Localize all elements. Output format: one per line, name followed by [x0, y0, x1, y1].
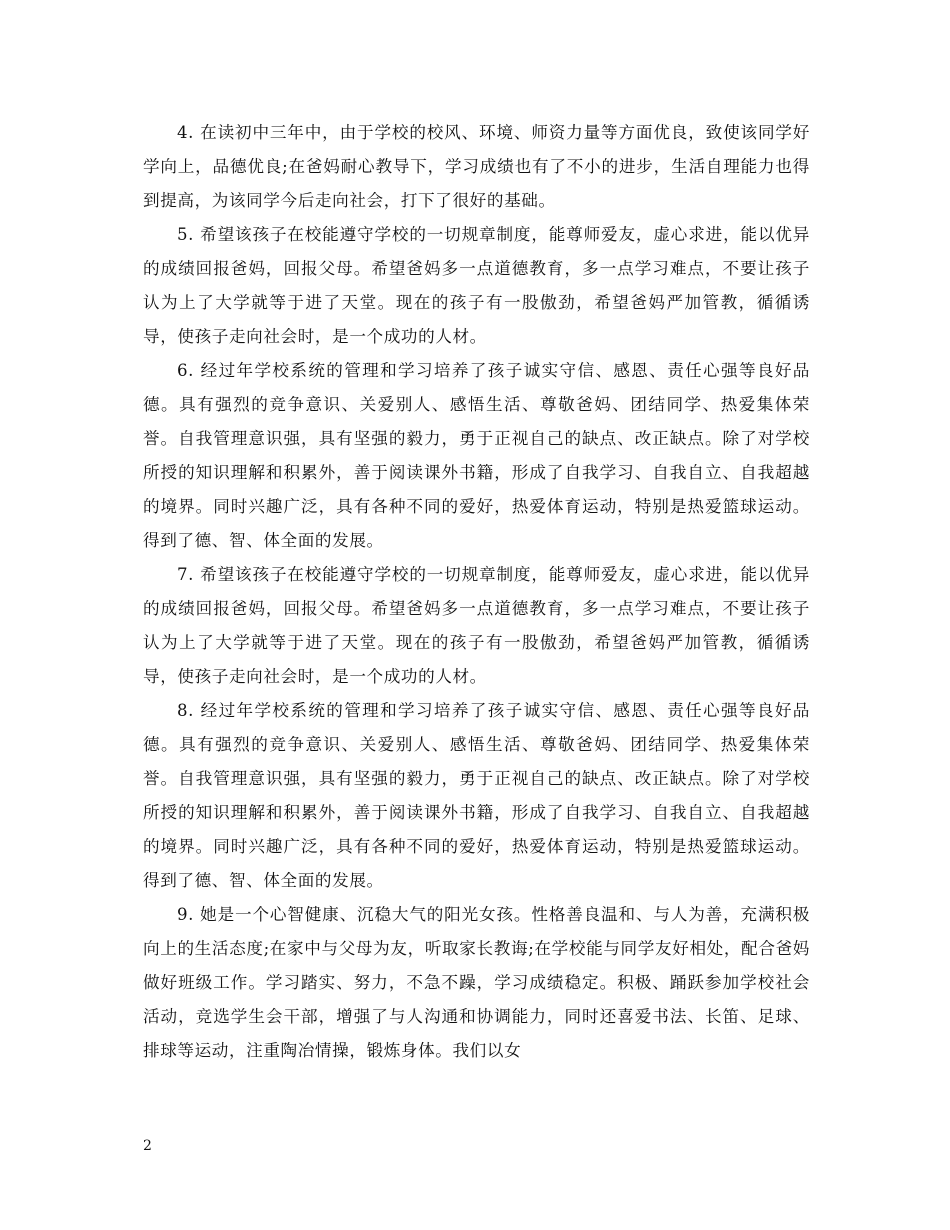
paragraph-9: 9. 她是一个心智健康、沉稳大气的阳光女孩。性格善良温和、与人为善，充满积极向上的生活态度;在家中与父母为友，听取家长教诲;在学校能与同学友好相处，配合爸妈做好班级工作。学习踏实、努力，不急不躁，学习成绩稳定。积极、踊跃参加学校社会活动，竞选学生会干部，增强了与人沟通和协调能力，同时还喜爱书法、长笛、足球、排球等运动，注重陶冶情操，锻炼身体。我们以女: [143, 905, 810, 1060]
document-body: [143, 116, 810, 1068]
paragraph-8: 8. 经过年学校系统的管理和学习培养了孩子诚实守信、感恩、责任心强等良好品德。具有强烈的竞争意识、关爱别人、感悟生活、尊敬爸妈、团结同学、热爱集体荣誉。自我管理意识强，具有坚强的毅力，勇于正视自己的缺点、改正缺点。除了对学校所授的知识理解和积累外，善于阅读课外书籍，形成了自我学习、自我自立、自我超越的境界。同时兴趣广泛，具有各种不同的爱好，热爱体育运动，特别是热爱篮球运动。得到了德、智、体全面的发展。: [143, 701, 810, 890]
page-number: 2: [143, 1138, 152, 1154]
paragraph-5: 5. 希望该孩子在校能遵守学校的一切规章制度，能尊师爱友，虚心求进，能以优异的成绩回报爸妈，回报父母。希望爸妈多一点道德教育，多一点学习难点，不要让孩子认为上了大学就等于进了天堂。现在的孩子有一股傲劲，希望爸妈严加管教，循循诱导，使孩子走向社会时，是一个成功的人材。: [143, 225, 810, 346]
paragraph-4: 4. 在读初中三年中，由于学校的校风、环境、师资力量等方面优良，致使该同学好学向上，品德优良;在爸妈耐心教导下，学习成绩也有了不小的进步，生活自理能力也得到提高，为该同学今后走向社会，打下了很好的基础。: [143, 123, 810, 210]
paragraph-7: 7. 希望该孩子在校能遵守学校的一切规章制度，能尊师爱友，虚心求进，能以优异的成绩回报爸妈，回报父母。希望爸妈多一点道德教育，多一点学习难点，不要让孩子认为上了大学就等于进了天堂。现在的孩子有一股傲劲，希望爸妈严加管教，循循诱导，使孩子走向社会时，是一个成功的人材。: [143, 565, 810, 686]
paragraph-6: 6. 经过年学校系统的管理和学习培养了孩子诚实守信、感恩、责任心强等良好品德。具有强烈的竞争意识、关爱别人、感悟生活、尊敬爸妈、团结同学、热爱集体荣誉。自我管理意识强，具有坚强的毅力，勇于正视自己的缺点、改正缺点。除了对学校所授的知识理解和积累外，善于阅读课外书籍，形成了自我学习、自我自立、自我超越的境界。同时兴趣广泛，具有各种不同的爱好，热爱体育运动，特别是热爱篮球运动。得到了德、智、体全面的发展。: [143, 361, 810, 550]
